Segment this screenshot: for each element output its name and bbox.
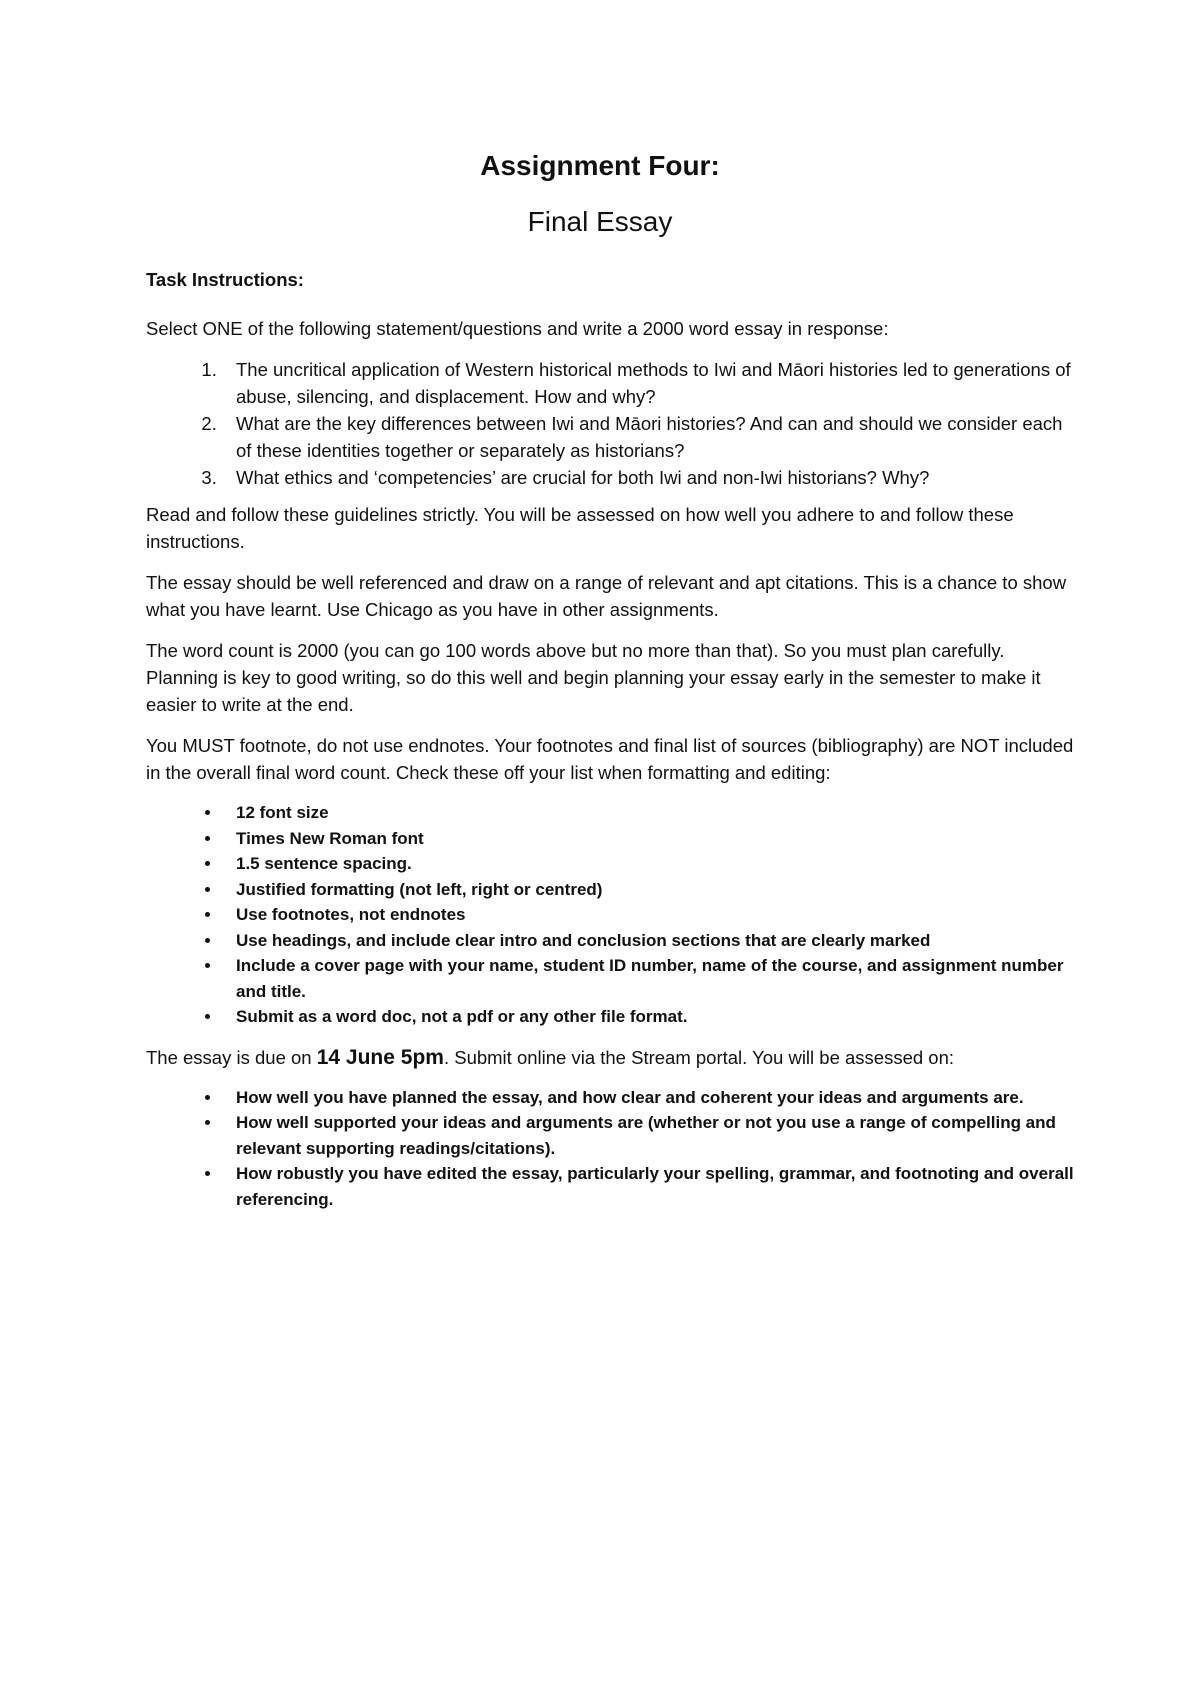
task-heading: Task Instructions: [146,269,304,290]
format-rule-item: • 12 font size [222,800,1076,826]
format-rule-item: • Use footnotes, not endnotes [222,902,1076,928]
format-rule-item: • Justified formatting (not left, right or centred) [222,877,1076,903]
question-item: 3. What ethics and ‘competencies’ are crucial for both Iwi and non-Iwi historians? Why? [222,464,1076,491]
references-paragraph: The essay should be well referenced and draw on a range of relevant and apt citations. This is a chance to show what you have learnt. Use Chicago as you have in other assignments. [146,572,1067,620]
due-date: 14 June 5pm [316,1045,444,1069]
guidelines-paragraph: Read and follow these guidelines strictly. You will be assessed on how well you adhere to and follow these instructions. [146,504,1014,552]
wordcount-paragraph: The word count is 2000 (you can go 100 words above but no more than that). So you must plan carefully. Planning is key to good writing, so do this well and begin planning your essay early in the semester to make it easier to write at the end. [146,640,1041,715]
assessment-criterion-item: • How well supported your ideas and arguments are (whether or not you use a range of compelling and relevant supporting readings/citations). [222,1110,1076,1161]
format-rules-list [146,800,1076,1030]
assessment-criterion-item: • How well you have planned the essay, and how clear and coherent your ideas and arguments are. [222,1085,1076,1111]
assessment-criteria-list [146,1085,1076,1213]
due-suffix: . Submit online via the Stream portal. You will be assessed on: [443,1046,955,1068]
question-list [146,356,1076,491]
question-item: 2. What are the key differences between Iwi and Māori histories? And can and should we consider each of these identities together or separately as historians? [222,410,1076,464]
document-title: Assignment Four: [480,150,720,181]
format-rule-item: • Use headings, and include clear intro and conclusion sections that are clearly marked [222,928,1076,954]
due-paragraph [146,1044,1076,1071]
footnote-paragraph: You MUST footnote, do not use endnotes. Your footnotes and final list of sources (bibliography) are NOT included in the overall final word count. Check these off your list when formatting and editing: [146,735,1074,783]
assessment-criterion-item: • How robustly you have edited the essay, particularly your spelling, grammar, and footnoting and overall referencing. [222,1161,1076,1212]
format-rule-item: • Submit as a word doc, not a pdf or any other file format. [222,1004,1076,1030]
format-rule-item: • Include a cover page with your name, student ID number, name of the course, and assignment number and title. [222,953,1076,1004]
format-rule-item: • Times New Roman font [222,826,1076,852]
due-prefix: The essay is due on [146,1046,317,1068]
format-rule-item: • 1.5 sentence spacing. [222,851,1076,877]
intro-paragraph: Select ONE of the following statement/questions and write a 2000 word essay in response: [146,318,889,339]
question-item: 1. The uncritical application of Western historical methods to Iwi and Māori histories led to generations of abuse, silencing, and displacement. How and why? [222,356,1076,410]
document-body [146,266,1076,1226]
document-subtitle: Final Essay [527,206,673,237]
